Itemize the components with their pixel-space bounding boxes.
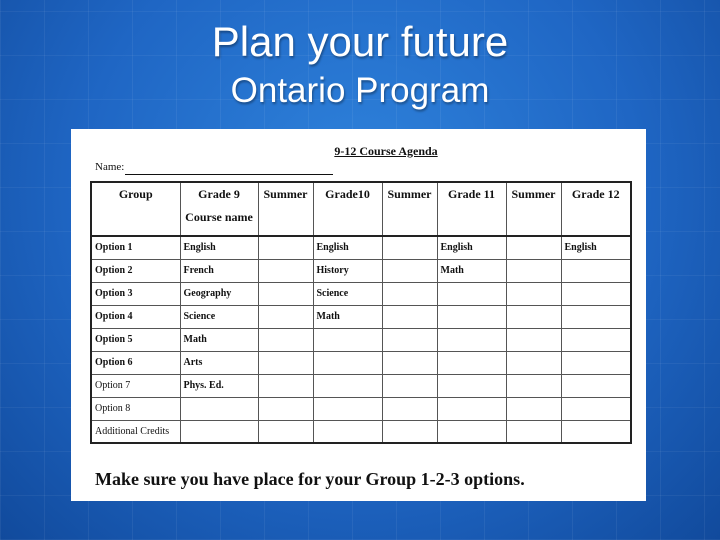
course-cell: English [313,236,382,259]
course-cell [506,259,561,282]
course-cell [382,259,437,282]
header-summer-3: Summer [506,182,561,236]
group-label-cell: Option 2 [91,259,180,282]
course-cell [180,420,258,443]
course-cell: French [180,259,258,282]
course-agenda-table [90,181,632,444]
course-cell [506,328,561,351]
table-header-row [91,182,631,236]
table-row [91,351,631,374]
course-cell [561,328,631,351]
table-row [91,328,631,351]
course-cell [561,374,631,397]
slide-subtitle: Ontario Program [230,71,490,110]
table-row [91,259,631,282]
course-cell [437,351,506,374]
course-cell [258,374,313,397]
course-cell: History [313,259,382,282]
course-cell [382,328,437,351]
course-cell [258,420,313,443]
header-summer-2: Summer [382,182,437,236]
course-cell [313,397,382,420]
header-grade-11: Grade 11 [437,182,506,236]
course-cell [180,397,258,420]
name-label: Name: [95,161,125,173]
group-label-cell: Option 5 [91,328,180,351]
course-cell [258,328,313,351]
table-row [91,305,631,328]
group-label-cell: Option 8 [91,397,180,420]
header-course-name: Course name [185,210,253,224]
course-cell: Math [313,305,382,328]
course-cell [382,374,437,397]
course-cell [437,420,506,443]
course-cell [258,397,313,420]
course-cell [437,328,506,351]
course-cell [561,305,631,328]
course-cell [437,305,506,328]
course-cell [561,420,631,443]
course-cell [258,351,313,374]
course-cell [506,282,561,305]
course-cell [382,282,437,305]
course-cell [382,420,437,443]
course-cell [437,374,506,397]
course-cell [382,236,437,259]
name-blank-line [125,174,333,175]
course-cell [561,351,631,374]
course-cell: Math [180,328,258,351]
footer-note: Make sure you have place for your Group 1-2-3 options. [95,469,525,489]
course-cell [506,397,561,420]
header-grade-10: Grade10 [313,182,382,236]
course-cell: Phys. Ed. [180,374,258,397]
course-cell [258,259,313,282]
course-cell: Arts [180,351,258,374]
course-cell: English [561,236,631,259]
course-cell: Geography [180,282,258,305]
header-group: Group [91,182,180,236]
group-label-cell: Option 4 [91,305,180,328]
course-cell [258,236,313,259]
course-cell [437,397,506,420]
course-cell: Science [180,305,258,328]
course-cell: Science [313,282,382,305]
group-label-cell: Option 3 [91,282,180,305]
agenda-heading: 9-12 Course Agenda [334,144,438,158]
header-summer-1: Summer [258,182,313,236]
header-grade-12: Grade 12 [561,182,631,236]
course-cell: English [437,236,506,259]
course-cell [561,282,631,305]
table-row [91,282,631,305]
header-grade-9: Grade 9 Course name [180,182,258,236]
course-cell [313,351,382,374]
course-cell [382,305,437,328]
course-cell [506,351,561,374]
course-cell [258,282,313,305]
course-cell [506,374,561,397]
course-cell [313,420,382,443]
course-cell [506,236,561,259]
course-cell: Math [437,259,506,282]
course-cell [437,282,506,305]
course-cell [506,305,561,328]
course-agenda-document [71,129,646,501]
group-label-cell: Additional Credits [91,420,180,443]
course-cell [313,374,382,397]
table-row [91,420,631,443]
course-cell [561,259,631,282]
course-cell [382,397,437,420]
table-row [91,397,631,420]
slide-title: Plan your future [211,18,509,65]
course-cell [382,351,437,374]
group-label-cell: Option 7 [91,374,180,397]
course-cell [561,397,631,420]
course-cell [258,305,313,328]
table-row [91,236,631,259]
course-cell: English [180,236,258,259]
course-cell [506,420,561,443]
group-label-cell: Option 1 [91,236,180,259]
table-row [91,374,631,397]
group-label-cell: Option 6 [91,351,180,374]
course-cell [313,328,382,351]
